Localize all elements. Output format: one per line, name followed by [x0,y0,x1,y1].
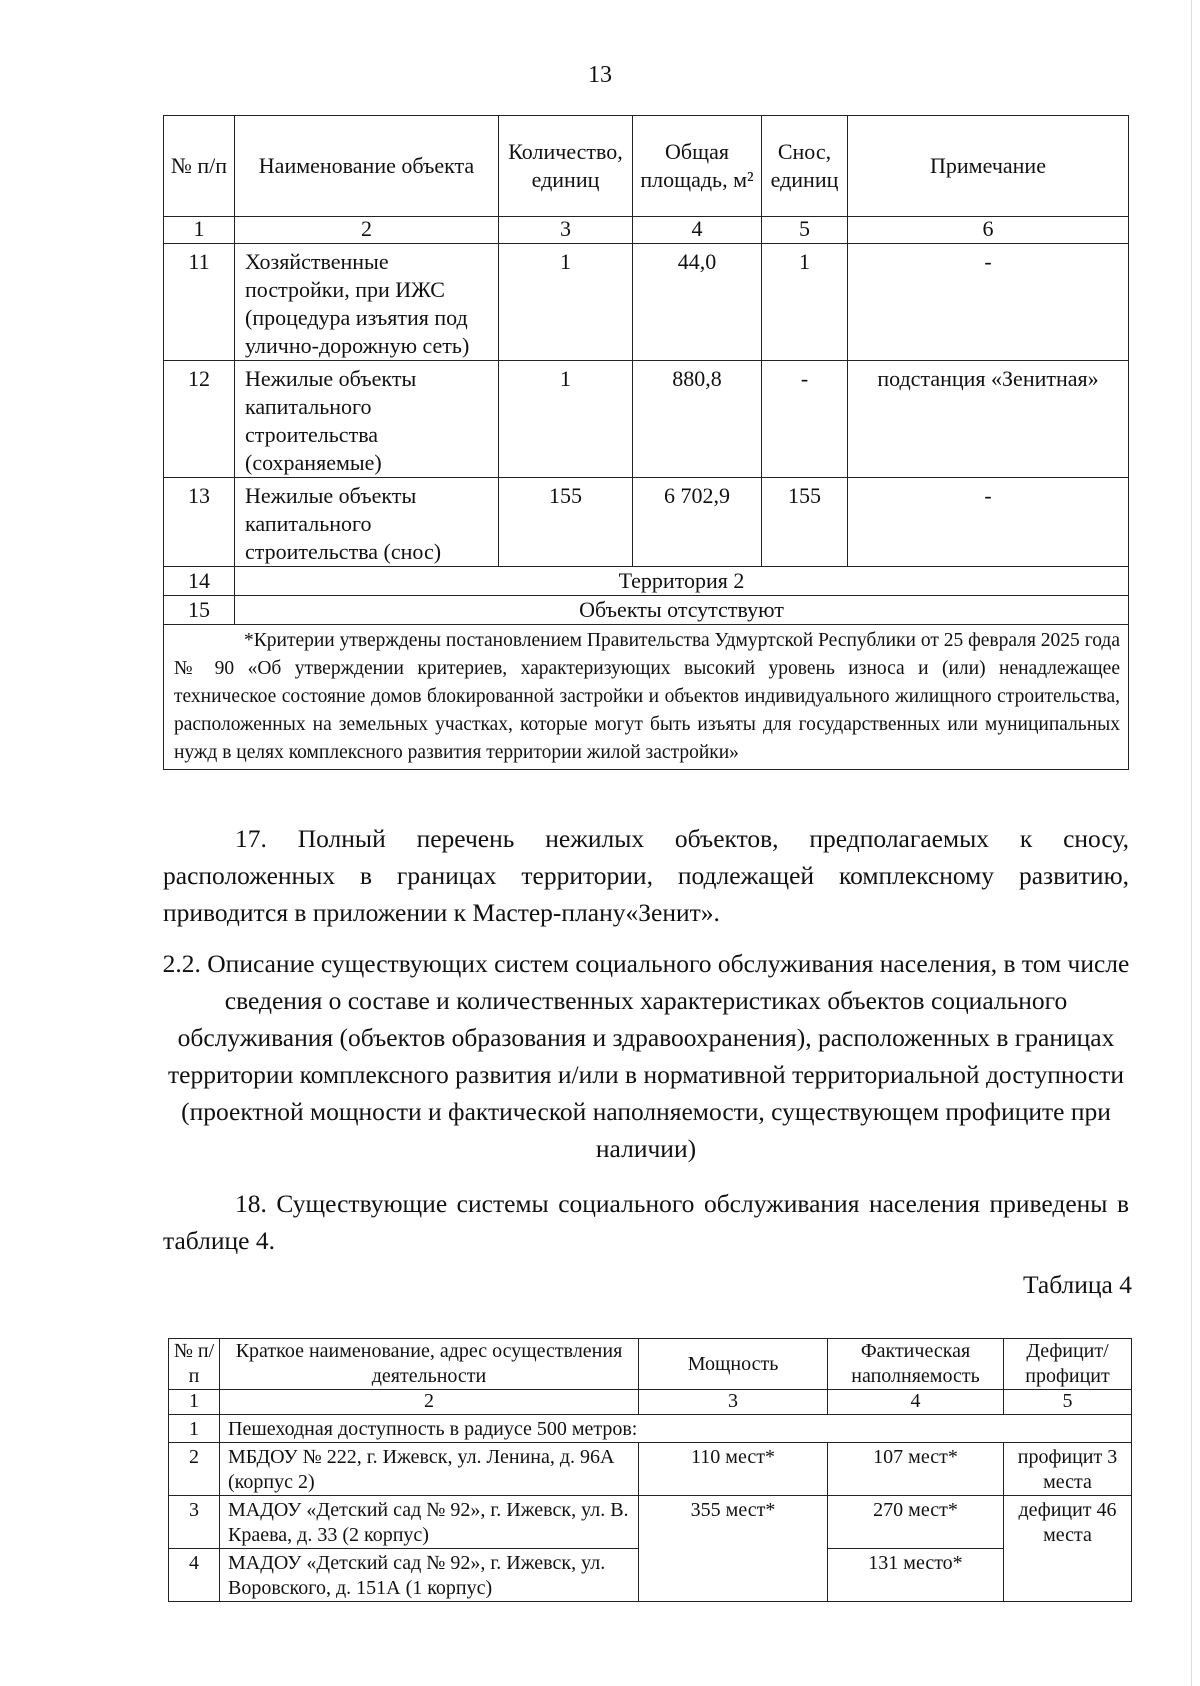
table-row [164,478,1129,567]
table-footnote: *Критерии утверждены постановлением Правительства Удмуртской Республики от 25 февраля 2025 года № 90 «Об утверждении критериев, характеризующих высокий уровень износа и (или) ненадлежащее техническое состояние домов блокированной застройки и объектов индивидуального жилищного строительства, расположенных на земельных участках, которые могут быть изъяты для государственных или муниципальных нужд в целях комплексного развития территории жилой застройки» [174,630,1120,763]
header-quantity: Количество, единиц [499,116,633,217]
column-number: 5 [762,217,848,244]
social-services-table [168,1338,1132,1602]
row-number: 15 [164,596,235,625]
paragraph-17 [163,820,1129,931]
paragraph-18-text: 18. Существующие системы социального обслуживания населения приведены в таблице 4. [163,1189,1129,1255]
row-demolition: - [762,361,848,478]
row-note: - [848,244,1129,361]
row-number: 3 [169,1496,220,1549]
row-note: - [848,478,1129,567]
row-number: 4 [169,1549,220,1602]
column-number-row [164,217,1129,244]
paragraph-17-text: 17. Полный перечень нежилых объектов, предполагаемых к сносу, расположенных в границах территории, подлежащей комплексному развитию, приводится в приложении к Мастер-плану«Зенит». [163,824,1129,927]
footnote-cell [164,625,1129,770]
header-name: Наименование объекта [235,116,499,217]
objects-table [163,115,1129,770]
row-deficit-surplus: профицит 3 места [1004,1443,1132,1496]
section-heading: 2.2. Описание существующих систем социального обслуживания населения, в том числе сведения о составе и количественных характеристиках объектов социального обслуживания (объектов образования и здравоохранения), расположенных в границах территории комплексного развития и/или в нормативной территориальной доступности (проектной мощности и фактической наполняемости, существующем профиците при наличии) [162,949,1130,1163]
row-area: 44,0 [633,244,762,361]
header-note: Примечание [848,116,1129,217]
row-quantity: 155 [499,478,633,567]
table-span-row [164,567,1129,596]
table-row [164,244,1129,361]
row-number: 13 [164,478,235,567]
row-name-address: МАДОУ «Детский сад № 92», г. Ижевск, ул. В. Краева, д. 33 (2 корпус) [220,1496,639,1549]
row-demolition: 155 [762,478,848,567]
table-group-row [169,1415,1132,1443]
row-quantity: 1 [499,361,633,478]
column-number: 4 [633,217,762,244]
row-name-address: МБДОУ № 222, г. Ижевск, ул. Ленина, д. 96А (корпус 2) [220,1443,639,1496]
column-number: 3 [639,1390,828,1415]
row-capacity: 355 мест* [639,1496,828,1602]
territory-label: Территория 2 [235,567,1129,596]
column-number: 3 [499,217,633,244]
row-number: 14 [164,567,235,596]
footnote-row [164,625,1129,770]
page-edge-line [1191,0,1192,1686]
column-number-row [169,1390,1132,1415]
column-number: 5 [1004,1390,1132,1415]
header-capacity: Мощность [639,1339,828,1390]
header-area: Общая площадь, м² [633,116,762,217]
table-row [169,1443,1132,1496]
header-deficit-surplus: Дефицит/ профицит [1004,1339,1132,1390]
table-header-row [164,116,1129,217]
header-actual-occupancy: Фактическая наполняемость [828,1339,1004,1390]
row-quantity: 1 [499,244,633,361]
walking-distance-label: Пешеходная доступность в радиусе 500 метров: [220,1415,1132,1443]
row-note: подстанция «Зенитная» [848,361,1129,478]
page-number: 13 [588,62,612,88]
row-name-address: МАДОУ «Детский сад № 92», г. Ижевск, ул. Воровского, д. 151А (1 корпус) [220,1549,639,1602]
row-capacity: 110 мест* [639,1443,828,1496]
row-deficit-surplus: дефицит 46 места [1004,1496,1132,1602]
column-number: 4 [828,1390,1004,1415]
row-actual-occupancy: 131 место* [828,1549,1004,1602]
table-header-row [169,1339,1132,1390]
no-objects-label: Объекты отсутствуют [235,596,1129,625]
header-demolition: Снос, единиц [762,116,848,217]
row-number: 11 [164,244,235,361]
header-name-address: Краткое наименование, адрес осуществления деятельности [220,1339,639,1390]
row-demolition: 1 [762,244,848,361]
row-name: Хозяйственные постройки, при ИЖС (процедура изъятия под улично-дорожную сеть) [235,244,499,361]
row-area: 880,8 [633,361,762,478]
table-row [169,1496,1132,1549]
column-number: 1 [164,217,235,244]
row-number: 1 [169,1415,220,1443]
row-name: Нежилые объекты капитального строительства (снос) [235,478,499,567]
table-caption: Таблица 4 [1022,1270,1132,1299]
column-number: 2 [235,217,499,244]
row-actual-occupancy: 107 мест* [828,1443,1004,1496]
row-number: 12 [164,361,235,478]
column-number: 6 [848,217,1129,244]
row-name: Нежилые объекты капитального строительства (сохраняемые) [235,361,499,478]
header-number: № п/п [164,116,235,217]
row-area: 6 702,9 [633,478,762,567]
header-number: № п/п [169,1339,220,1390]
paragraph-18 [163,1185,1129,1259]
row-actual-occupancy: 270 мест* [828,1496,1004,1549]
row-number: 2 [169,1443,220,1496]
table-row [164,361,1129,478]
column-number: 2 [220,1390,639,1415]
table-span-row [164,596,1129,625]
column-number: 1 [169,1390,220,1415]
